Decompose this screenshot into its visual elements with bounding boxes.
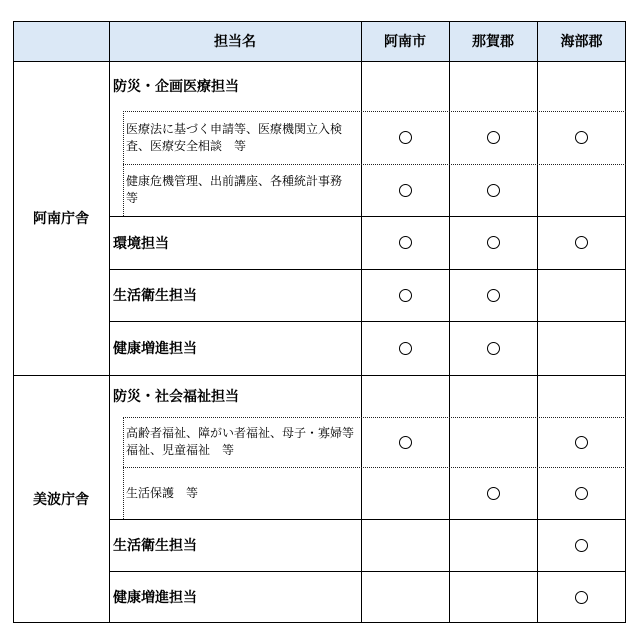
- mark-cell: [361, 417, 449, 467]
- section-label: 環境担当: [113, 235, 169, 252]
- table-border: [13, 21, 14, 623]
- mark-cell: [361, 216, 449, 269]
- row-divider: [109, 216, 626, 217]
- subsection-label: 医療法に基づく申請等、医療機関立入検査、医療安全相談 等: [126, 121, 343, 153]
- mark-cell: [449, 164, 537, 216]
- mark-cell: [537, 467, 626, 519]
- header-blank-cell: [13, 21, 109, 61]
- row-divider: [109, 269, 626, 270]
- mark-cell: [537, 216, 626, 269]
- header-divider: [13, 61, 626, 62]
- subsection-label: 健康危機管理、出前講座、各種統計事務 等: [126, 174, 355, 205]
- circle-mark-icon: [487, 236, 500, 249]
- section-label: 健康増進担当: [113, 590, 197, 606]
- circle-mark-icon: [487, 289, 500, 302]
- circle-mark-icon: [575, 236, 588, 249]
- circle-mark-icon: [399, 342, 412, 355]
- circle-mark-icon: [575, 591, 588, 604]
- section-label: 防災・社会福祉担当: [113, 389, 239, 405]
- header-area-naka: 那賀郡: [449, 21, 537, 61]
- circle-mark-icon: [487, 487, 500, 500]
- mark-cell: [449, 216, 537, 269]
- mark-cell: [537, 571, 626, 623]
- circle-mark-icon: [575, 436, 588, 449]
- circle-mark-icon: [487, 184, 500, 197]
- circle-mark-icon: [399, 289, 412, 302]
- header-name-column: 担当名: [109, 21, 361, 61]
- row-divider: [109, 519, 626, 520]
- header-area-kaifu: 海部郡: [537, 21, 626, 61]
- circle-mark-icon: [399, 436, 412, 449]
- table-border: [13, 622, 626, 623]
- subrow-divider: [123, 111, 626, 112]
- row-divider: [109, 321, 626, 322]
- indent-guide: [123, 111, 124, 216]
- subrow-divider: [123, 467, 626, 468]
- mark-cell: [361, 321, 449, 375]
- jurisdiction-table: [13, 21, 626, 623]
- mark-cell: [361, 269, 449, 321]
- section-label: 防災・企画医療担当: [113, 79, 239, 95]
- subrow-divider: [123, 164, 626, 165]
- subsection-label: 生活保護 等: [126, 485, 199, 500]
- circle-mark-icon: [487, 131, 500, 144]
- header-area-anan: 阿南市: [361, 21, 449, 61]
- row-divider: [109, 571, 626, 572]
- section-label: 生活衛生担当: [113, 538, 197, 554]
- subsection-label: 高齢者福祉、障がい者福祉、母子・寡婦等福祉、児童福祉 等: [126, 426, 355, 457]
- circle-mark-icon: [575, 131, 588, 144]
- section-label: 健康増進担当: [113, 341, 197, 357]
- subrow-divider: [123, 417, 626, 418]
- indent-guide: [123, 417, 124, 519]
- circle-mark-icon: [487, 342, 500, 355]
- office-name: 阿南庁舎: [33, 211, 89, 227]
- section-label: 生活衛生担当: [113, 288, 197, 304]
- table-border: [13, 21, 626, 22]
- mark-cell: [449, 321, 537, 375]
- circle-mark-icon: [575, 539, 588, 552]
- mark-cell: [361, 111, 449, 164]
- mark-cell: [449, 467, 537, 519]
- mark-cell: [537, 111, 626, 164]
- circle-mark-icon: [399, 184, 412, 197]
- office-divider: [13, 375, 626, 376]
- mark-cell: [361, 164, 449, 216]
- circle-mark-icon: [399, 236, 412, 249]
- circle-mark-icon: [399, 131, 412, 144]
- mark-cell: [537, 519, 626, 571]
- mark-cell: [449, 111, 537, 164]
- mark-cell: [537, 417, 626, 467]
- mark-cell: [449, 269, 537, 321]
- office-name: 美波庁舎: [33, 492, 89, 508]
- column-divider: [109, 21, 110, 623]
- circle-mark-icon: [575, 487, 588, 500]
